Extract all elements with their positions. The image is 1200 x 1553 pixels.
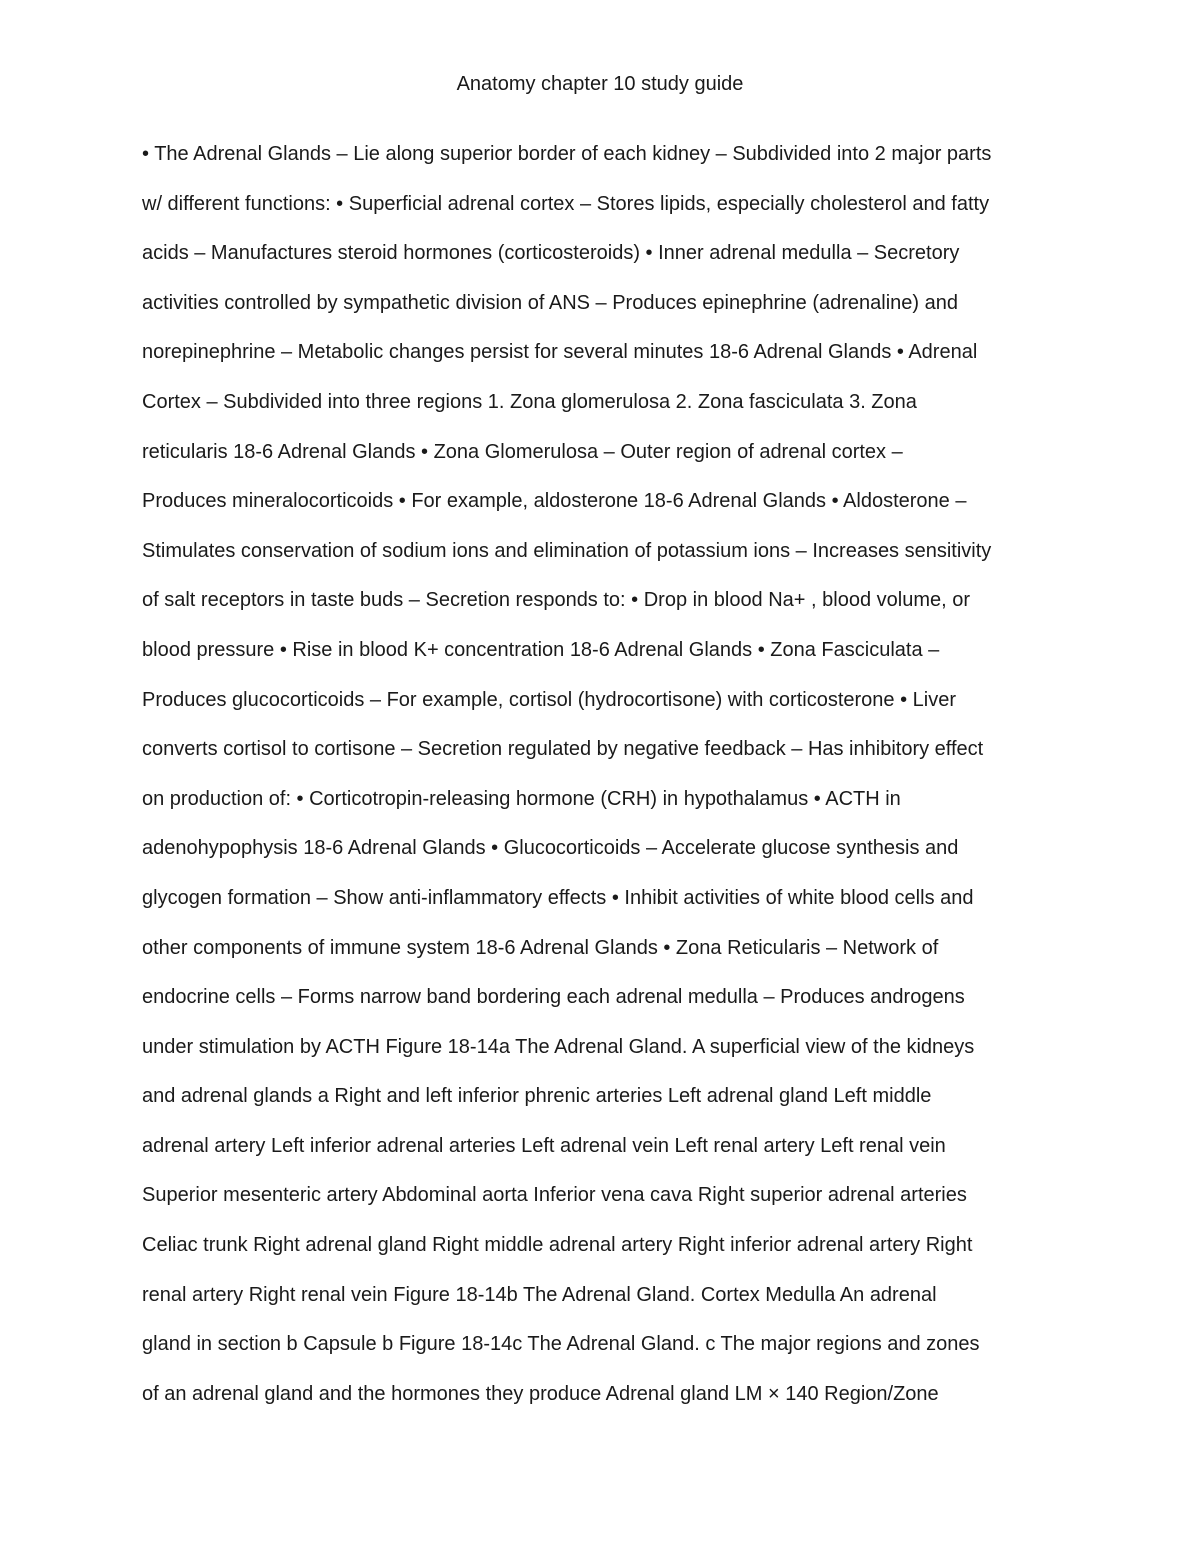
body-line: renal artery Right renal vein Figure 18-14b The Adrenal Gland. Cortex Medulla An adrenal bbox=[142, 1283, 937, 1306]
body-line: adrenal artery Left inferior adrenal arteries Left adrenal vein Left renal artery Left renal vein bbox=[142, 1134, 946, 1157]
body-line: norepinephrine – Metabolic changes persist for several minutes 18-6 Adrenal Glands • Adrenal bbox=[142, 341, 978, 364]
body-line: gland in section b Capsule b Figure 18-14c The Adrenal Gland. c The major regions and zones bbox=[142, 1333, 980, 1356]
body-line: Stimulates conservation of sodium ions and elimination of potassium ions – Increases sensitivity bbox=[142, 539, 992, 562]
body-line: • The Adrenal Glands – Lie along superior border of each kidney – Subdivided into 2 major parts bbox=[142, 143, 992, 165]
body-line: under stimulation by ACTH Figure 18-14a The Adrenal Gland. A superficial view of the kidneys bbox=[142, 1035, 975, 1058]
body-line: reticularis 18-6 Adrenal Glands • Zona Glomerulosa – Outer region of adrenal cortex – bbox=[142, 440, 903, 463]
body-line: acids – Manufactures steroid hormones (corticosteroids) • Inner adrenal medulla – Secretory bbox=[142, 242, 960, 265]
body-line: glycogen formation – Show anti-inflammatory effects • Inhibit activities of white blood cells and bbox=[142, 886, 974, 909]
body-line: Cortex – Subdivided into three regions 1. Zona glomerulosa 2. Zona fasciculata 3. Zona bbox=[142, 390, 917, 413]
body-line: of an adrenal gland and the hormones they produce Adrenal gland LM × 140 Region/Zone bbox=[142, 1382, 939, 1405]
body-line: Celiac trunk Right adrenal gland Right middle adrenal artery Right inferior adrenal artery Right bbox=[142, 1234, 973, 1257]
body-line: adenohypophysis 18-6 Adrenal Glands • Glucocorticoids – Accelerate glucose synthesis and bbox=[142, 837, 959, 860]
body-line: w/ different functions: • Superficial adrenal cortex – Stores lipids, especially cholesterol and fatty bbox=[142, 192, 990, 215]
body-line: Produces mineralocorticoids • For example, aldosterone 18-6 Adrenal Glands • Aldosterone – bbox=[142, 490, 967, 513]
body-line: and adrenal glands a Right and left inferior phrenic arteries Left adrenal gland Left middle bbox=[142, 1085, 932, 1108]
body-line: endocrine cells – Forms narrow band bordering each adrenal medulla – Produces androgens bbox=[142, 986, 965, 1009]
body-line: of salt receptors in taste buds – Secretion responds to: • Drop in blood Na+ , blood volume, or bbox=[142, 589, 971, 612]
document-title: Anatomy chapter 10 study guide bbox=[456, 73, 744, 95]
body-line: Superior mesenteric artery Abdominal aorta Inferior vena cava Right superior adrenal arteries bbox=[142, 1184, 967, 1207]
body-line: activities controlled by sympathetic division of ANS – Produces epinephrine (adrenaline) and bbox=[142, 291, 959, 314]
body-line: Produces glucocorticoids – For example, cortisol (hydrocortisone) with corticosterone • Liver bbox=[142, 688, 957, 711]
document-body bbox=[142, 140, 1082, 1429]
body-line: blood pressure • Rise in blood K+ concentration 18-6 Adrenal Glands • Zona Fasciculata – bbox=[142, 638, 940, 661]
body-line: converts cortisol to cortisone – Secretion regulated by negative feedback – Has inhibitory effect bbox=[142, 738, 984, 761]
body-line: other components of immune system 18-6 Adrenal Glands • Zona Reticularis – Network of bbox=[142, 936, 939, 959]
body-line: on production of: • Corticotropin-releasing hormone (CRH) in hypothalamus • ACTH in bbox=[142, 787, 901, 810]
